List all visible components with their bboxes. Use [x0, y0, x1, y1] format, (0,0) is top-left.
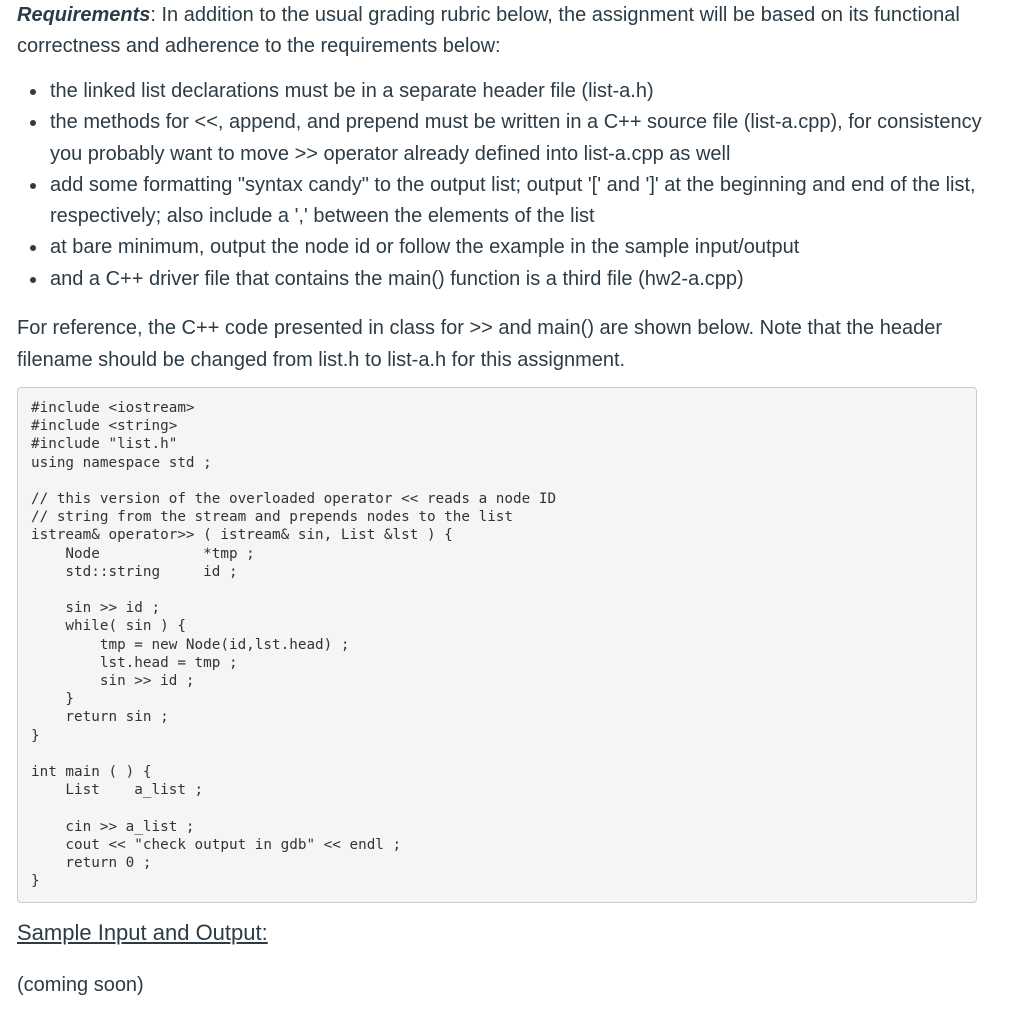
requirements-intro — [17, 0, 987, 62]
list-item: the linked list declarations must be in a separate header file (list-a.h) — [50, 76, 987, 107]
coming-soon-note: (coming soon) — [17, 974, 144, 996]
requirements-list — [17, 76, 987, 295]
reference-paragraph: For reference, the C++ code presented in class for >> and main() are shown below. Note that the header filename should be changed from list.h to list-a.h for this assignment. — [17, 317, 942, 371]
code-listing: #include <iostream> #include <string> #include "list.h" using namespace std ; // this version of the overloaded operator << reads a node ID // string from the stream and prepends nodes to the list istream& operator>> ( istream& sin, List &lst ) { Node *tmp ; std::string id ; sin >> id ; while( sin ) { tmp = new Node(id,lst.head) ; lst.head = tmp ; sin >> id ; } return sin ; } int main ( ) { List a_list ; cin >> a_list ; cout << "check output in gdb" << endl ; return 0 ; } — [31, 400, 557, 890]
code-block — [17, 387, 977, 903]
requirements-intro-text: : In addition to the usual grading rubric below, the assignment will be based on its functional correctness and adherence to the requirements below: — [17, 4, 960, 57]
sample-io-heading: Sample Input and Output: — [17, 920, 268, 945]
requirements-lead: Requirements — [17, 4, 151, 26]
list-item: and a C++ driver file that contains the main() function is a third file (hw2-a.cpp) — [50, 264, 987, 295]
list-item: add some formatting "syntax candy" to the output list; output '[' and ']' at the beginning and end of the list, respectively; also include a ',' between the elements of the list — [50, 170, 987, 233]
assignment-content — [17, 0, 987, 996]
list-item: at bare minimum, output the node id or follow the example in the sample input/output — [50, 232, 987, 263]
list-item: the methods for <<, append, and prepend must be written in a C++ source file (list-a.cpp), for consistency you probably want to move >> operator already defined into list-a.cpp as well — [50, 107, 987, 170]
